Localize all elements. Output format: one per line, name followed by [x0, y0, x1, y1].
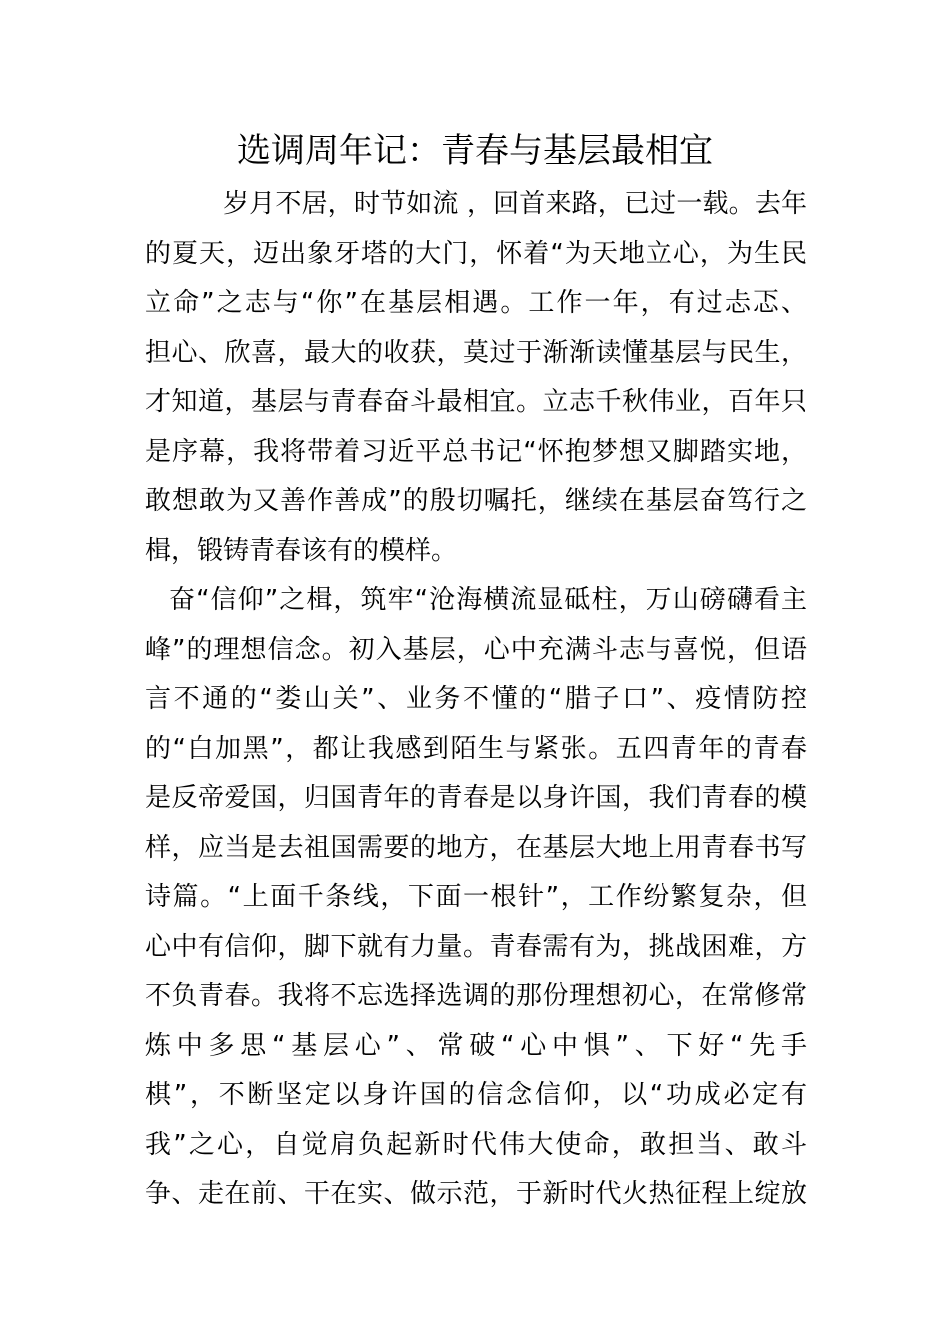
paragraph-line: 棋”，不断坚定以身许国的信念信仰，以“功成必定有: [145, 1080, 807, 1110]
paragraph-line: 奋“信仰”之楫，筑牢“沧海横流显砥柱，万山磅礴看主: [169, 585, 807, 615]
paragraph-line: 是反帝爱国，归国青年的青春是以身许国，我们青春的模: [145, 783, 807, 813]
paragraph-line: 心中有信仰，脚下就有力量。青春需有为，挑战困难，方: [145, 931, 807, 962]
paragraph-line: 我”之心，自觉肩负起新时代伟大使命，敢担当、敢斗: [145, 1129, 807, 1160]
paragraph-line: 样，应当是去祖国需要的地方，在基层大地上用青春书写: [145, 832, 807, 863]
paragraph-line: 炼中多思“基层心”、常破“心中惧”、下好“先手: [145, 1030, 807, 1061]
paragraph-line: 不负青春。我将不忘选择选调的那份理想初心，在常修常: [145, 981, 807, 1011]
paragraph-line: 的“白加黑”，都让我感到陌生与紧张。五四青年的青春: [145, 733, 807, 764]
paragraph-line: 楫，锻铸青春该有的模样。: [145, 535, 458, 566]
paragraph-line: 才知道，基层与青春奋斗最相宜。立志千秋伟业，百年只: [145, 387, 807, 417]
paragraph-line: 担心、欣喜，最大的收获，莫过于渐渐读懂基层与民生，: [145, 337, 807, 368]
paragraph-line: 立命”之志与“你”在基层相遇。工作一年，有过忐忑、: [145, 288, 807, 318]
paragraph-line: 是序幕，我将带着习近平总书记“怀抱梦想又脚踏实地，: [145, 436, 807, 467]
paragraph-line: 的夏天，迈出象牙塔的大门，怀着“为天地立心，为生民: [145, 238, 807, 269]
paragraph-line: 峰”的理想信念。初入基层，心中充满斗志与喜悦，但语: [145, 634, 807, 665]
paragraph-line: 敢想敢为又善作善成”的殷切嘱托，继续在基层奋笃行之: [145, 486, 807, 516]
paragraph-2: [145, 576, 807, 1220]
document-body: [145, 180, 807, 1220]
paragraph-line: 诗篇。“上面千条线，下面一根针”，工作纷繁复杂，但: [145, 882, 807, 912]
paragraph-line: 言不通的“娄山关”、业务不懂的“腊子口”、疫情防控: [145, 684, 807, 714]
paragraph-1: [145, 180, 807, 576]
paragraph-line: 岁月不居，时节如流 ，回首来路，已过一载。去年: [223, 189, 807, 219]
paragraph-line: 争、走在前、干在实、做示范，于新时代火热征程上绽放: [145, 1179, 807, 1209]
document-title: 选调周年记：青春与基层最相宜: [237, 131, 713, 171]
